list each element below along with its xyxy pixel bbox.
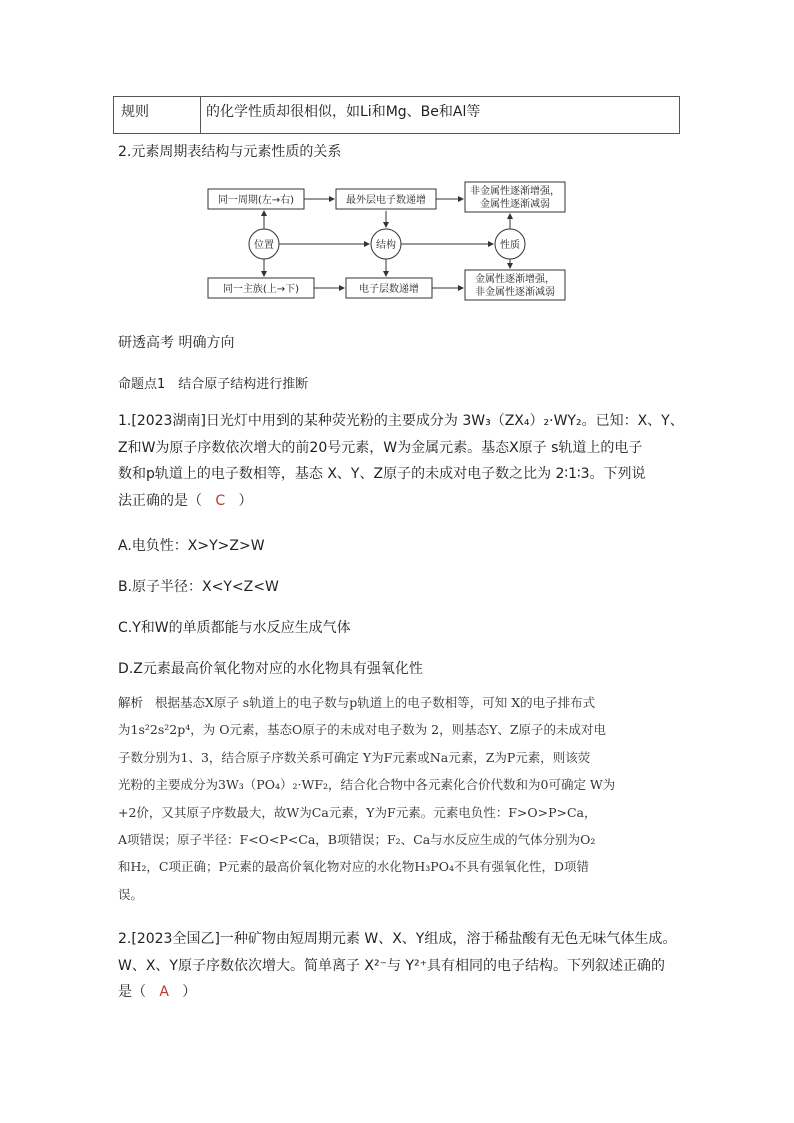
explanation-line: 误。 — [118, 886, 144, 902]
explanation-text: 根据基态X原子 s轨道上的电子数与p轨道上的电子数相等，可知 X的电子排布式 — [154, 695, 596, 710]
label-same-period: 同一周期(左→右) — [217, 195, 295, 206]
q1-line: Z和W为原子序数依次增大的前20号元素，W为金属元素。基态X原子 s轨道上的电子 — [118, 439, 643, 456]
explanation-line — [118, 689, 698, 716]
question-2 — [118, 926, 698, 1006]
label-outer-electrons: 最外层电子数递增 — [346, 195, 426, 206]
label-property: 性质 — [500, 240, 520, 251]
q2-line: W、X、Y原子序数依次增大。简单离子 X²⁻与 Y²⁺具有相同的电子结构。下列叙述正确的 — [118, 957, 666, 974]
explanation-line: 光粉的主要成分为3W₃（PO₄）₂·WF₂，结合化合物中各元素化合价代数和为0可确定 W为 — [118, 777, 616, 793]
table-label-rule: 规则 — [121, 104, 149, 120]
table-cell-rule — [114, 97, 201, 133]
q1-option-d: D.Z元素最高价氧化物对应的水化物具有强氧化性 — [118, 661, 423, 677]
periodic-relation-diagram — [200, 178, 580, 308]
q2-paren-close: ） — [182, 984, 197, 1000]
question-1 — [118, 408, 698, 514]
q1-line: 1.[2023湖南]日光灯中用到的某种荧光粉的主要成分为 3W₃（ZX₄）₂·WY₂。已知：X、Y、 — [118, 413, 684, 429]
explanation-line: 和H₂，C项正确；P元素的最高价氧化物对应的水化物H₃PO₄不具有强氧化性，D项错 — [118, 859, 589, 875]
explanation-line: +2价，又其原子序数最大，故W为Ca元素，Y为F元素。元素电负性：F>O>P>Ca， — [118, 804, 597, 820]
q2-stem-end: 是（ — [118, 984, 146, 1000]
explanation — [118, 689, 698, 908]
label-structure: 结构 — [376, 240, 396, 251]
explanation-line: 为1s²2s²2p⁴，为 O元素，基态O原子的未成对电子数为 2，则基态Y、Z原子的未成对电 — [118, 722, 607, 738]
label-same-group: 同一主族(上→下) — [222, 284, 300, 295]
q2-line: 2.[2023全国乙]一种矿物由短周期元素 W、X、Y组成，溶于稀盐酸有无色无味气体生成。 — [118, 931, 677, 947]
label-metal-2: 非金属性逐渐减弱 — [475, 287, 555, 298]
q2-line — [118, 979, 698, 1006]
q1-answer: C — [215, 492, 226, 509]
q1-option-b: B.原子半径：X<Y<Z<W — [118, 579, 279, 595]
label-metal-1: 金属性逐渐增强， — [475, 274, 555, 285]
table-cell-content: 的化学性质却很相似，如Li和Mg、Be和Al等 — [206, 104, 481, 120]
heading-research: 研透高考 明确方向 — [118, 335, 235, 351]
q1-line — [118, 488, 698, 515]
label-electron-layers: 电子层数递增 — [359, 284, 419, 295]
heading-proposition: 命题点1 结合原子结构进行推断 — [118, 377, 309, 392]
q2-answer: A — [159, 984, 169, 1000]
label-nonmetal-2: 金属性逐渐减弱 — [480, 199, 550, 210]
explanation-label: 解析 — [118, 695, 144, 710]
q1-paren-close: ） — [238, 492, 253, 509]
q1-option-c: C.Y和W的单质都能与水反应生成气体 — [118, 620, 351, 636]
rule-table — [113, 96, 680, 134]
section-title: 2.元素周期表结构与元素性质的关系 — [118, 144, 342, 160]
q1-line: 数和p轨道上的电子数相等，基态 X、Y、Z原子的未成对电子数之比为 2∶1∶3。下列说 — [118, 466, 646, 482]
label-position: 位置 — [254, 240, 274, 251]
q1-stem-end: 法正确的是（ — [118, 492, 202, 509]
label-nonmetal-1: 非金属性逐渐增强， — [470, 186, 560, 197]
q1-option-a: A.电负性：X>Y>Z>W — [118, 538, 265, 554]
explanation-line: 子数分别为1、3，结合原子序数关系可确定 Y为F元素或Na元素，Z为P元素，则该荧 — [118, 749, 591, 765]
explanation-line: A项错误；原子半径：F<O<P<Ca，B项错误；F₂、Ca与水反应生成的气体分别为O₂ — [118, 832, 596, 848]
